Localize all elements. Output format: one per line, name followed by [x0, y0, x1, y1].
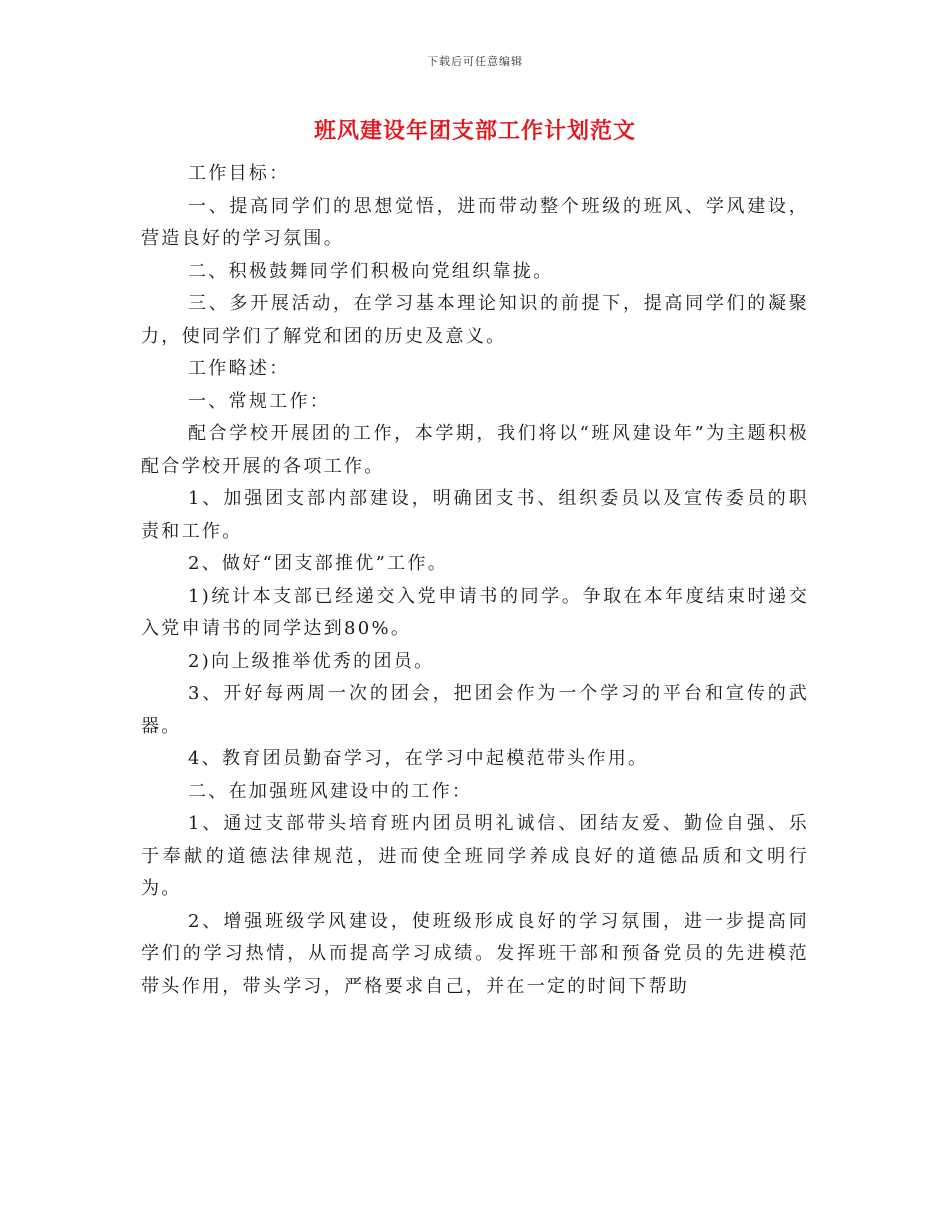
document-body — [141, 158, 809, 1003]
paragraph: 二、在加强班风建设中的工作： — [188, 780, 473, 802]
paragraph: 3、开好每两周一次的团会，把团会作为一个学习的平台和宣传的武器。 — [141, 683, 809, 737]
paragraph: 2、增强班级学风建设，使班级形成良好的学习氛围，进一步提高同学们的学习热情，从而提高学习成绩。发挥班干部和预备党员的先进模范带头作用，带头学习，严格要求自己，并在一定的时间下帮助 — [141, 910, 809, 997]
paragraph: 4、教育团员勤奋学习，在学习中起模范带头作用。 — [188, 748, 649, 769]
document-title: 班风建设年团支部工作计划范文 — [313, 118, 636, 144]
header-note: 下载后可任意编辑 — [427, 55, 523, 68]
paragraph: 2、做好“团支部推优”工作。 — [188, 553, 449, 574]
paragraph: 一、提高同学们的思想觉悟，进而带动整个班级的班风、学风建设，营造良好的学习氛围。 — [141, 195, 809, 249]
paragraph: 1)统计本支部已经递交入党申请书的同学。争取在本年度结束时递交入党申请书的同学达到80%。 — [141, 585, 809, 639]
paragraph: 1、通过支部带头培育班内团员明礼诚信、团结友爱、勤俭自强、乐于奉献的道德法律规范，进而使全班同学养成良好的道德品质和文明行为。 — [141, 813, 809, 899]
paragraph: 三、多开展活动，在学习基本理论知识的前提下，提高同学们的凝聚力，使同学们了解党和团的历史及意义。 — [141, 293, 809, 347]
paragraph: 配合学校开展团的工作，本学期，我们将以“班风建设年”为主题积极配合学校开展的各项工作。 — [141, 423, 809, 477]
paragraph: 2)向上级推举优秀的团员。 — [188, 650, 435, 672]
paragraph: 一、常规工作： — [188, 390, 331, 412]
paragraph: 二、积极鼓舞同学们积极向党组织靠拢。 — [188, 260, 554, 282]
paragraph: 1、加强团支部内部建设，明确团支书、组织委员以及宣传委员的职责和工作。 — [141, 488, 809, 542]
paragraph: 工作略述： — [188, 358, 290, 379]
paragraph: 工作目标： — [188, 163, 290, 184]
